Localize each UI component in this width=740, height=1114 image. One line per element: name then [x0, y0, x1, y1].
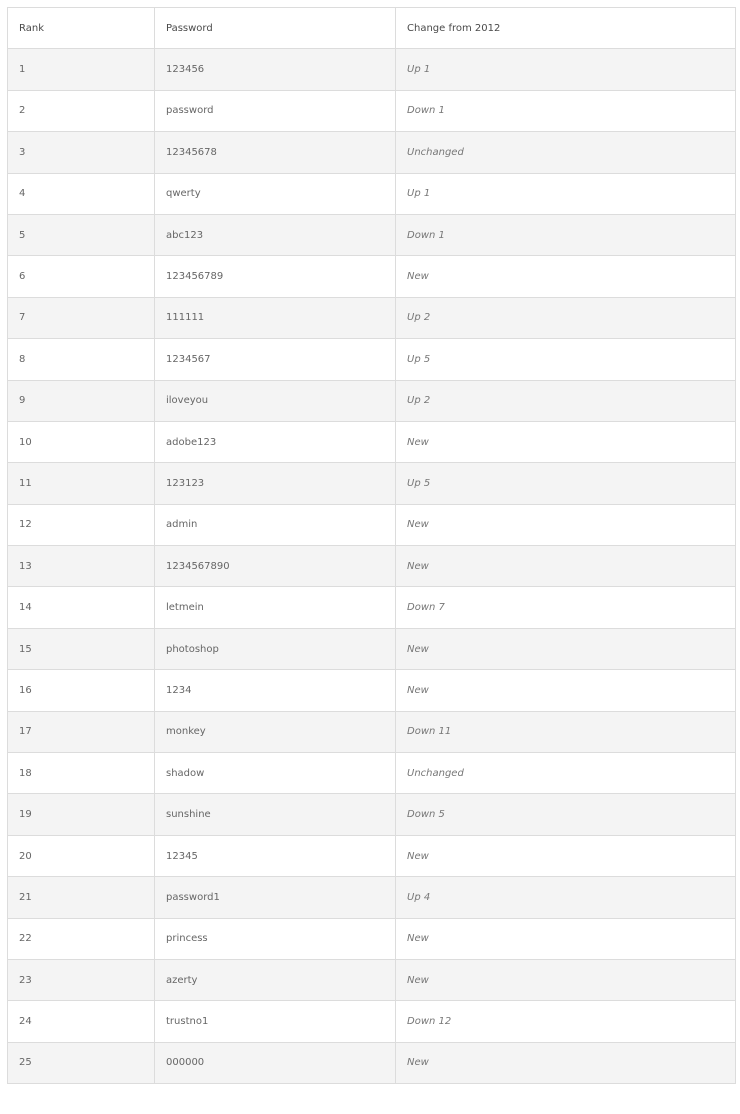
password-cell: password: [155, 90, 396, 131]
change-cell: Unchanged: [396, 132, 736, 173]
rank-cell: 17: [8, 711, 155, 752]
change-cell: Up 2: [396, 297, 736, 338]
password-cell: 111111: [155, 297, 396, 338]
password-cell: trustno1: [155, 1001, 396, 1042]
rank-cell: 22: [8, 918, 155, 959]
rank-cell: 14: [8, 587, 155, 628]
column-header-rank: Rank: [8, 8, 155, 49]
rank-cell: 23: [8, 959, 155, 1000]
password-cell: 1234567: [155, 339, 396, 380]
table-row: [8, 1042, 736, 1083]
change-cell: Unchanged: [396, 753, 736, 794]
table-row: [8, 546, 736, 587]
table-row: [8, 380, 736, 421]
header-row: [8, 8, 736, 49]
change-cell: New: [396, 918, 736, 959]
table-row: [8, 794, 736, 835]
table-row: [8, 132, 736, 173]
change-cell: Down 1: [396, 90, 736, 131]
change-cell: New: [396, 835, 736, 876]
table-row: [8, 463, 736, 504]
table-row: [8, 835, 736, 876]
password-cell: qwerty: [155, 173, 396, 214]
table-row: [8, 49, 736, 90]
password-cell: 1234567890: [155, 546, 396, 587]
change-cell: Down 1: [396, 214, 736, 255]
rank-cell: 5: [8, 214, 155, 255]
table-row: [8, 504, 736, 545]
change-cell: New: [396, 546, 736, 587]
password-cell: adobe123: [155, 421, 396, 462]
password-cell: abc123: [155, 214, 396, 255]
rank-cell: 9: [8, 380, 155, 421]
rank-cell: 8: [8, 339, 155, 380]
rank-cell: 7: [8, 297, 155, 338]
table-header: [8, 8, 736, 49]
table-row: [8, 711, 736, 752]
rank-cell: 24: [8, 1001, 155, 1042]
change-cell: Down 11: [396, 711, 736, 752]
table-row: [8, 297, 736, 338]
table-row: [8, 670, 736, 711]
rank-cell: 3: [8, 132, 155, 173]
password-cell: princess: [155, 918, 396, 959]
change-cell: New: [396, 421, 736, 462]
password-cell: photoshop: [155, 628, 396, 669]
table-row: [8, 753, 736, 794]
password-cell: azerty: [155, 959, 396, 1000]
rank-cell: 18: [8, 753, 155, 794]
change-cell: Up 1: [396, 49, 736, 90]
rank-cell: 19: [8, 794, 155, 835]
table-row: [8, 90, 736, 131]
password-cell: password1: [155, 877, 396, 918]
table-row: [8, 1001, 736, 1042]
rank-cell: 13: [8, 546, 155, 587]
table-body: [8, 49, 736, 1084]
change-cell: New: [396, 504, 736, 545]
rank-cell: 21: [8, 877, 155, 918]
table-row: [8, 421, 736, 462]
password-cell: 000000: [155, 1042, 396, 1083]
password-cell: 12345: [155, 835, 396, 876]
password-cell: monkey: [155, 711, 396, 752]
rank-cell: 25: [8, 1042, 155, 1083]
table-row: [8, 959, 736, 1000]
change-cell: Down 12: [396, 1001, 736, 1042]
change-cell: New: [396, 959, 736, 1000]
rank-cell: 16: [8, 670, 155, 711]
password-cell: shadow: [155, 753, 396, 794]
change-cell: Up 5: [396, 463, 736, 504]
table-row: [8, 587, 736, 628]
table-row: [8, 214, 736, 255]
change-cell: Up 4: [396, 877, 736, 918]
password-cell: letmein: [155, 587, 396, 628]
password-cell: sunshine: [155, 794, 396, 835]
table-row: [8, 918, 736, 959]
password-table-container: [7, 7, 735, 1084]
password-cell: iloveyou: [155, 380, 396, 421]
change-cell: New: [396, 256, 736, 297]
rank-cell: 4: [8, 173, 155, 214]
change-cell: New: [396, 628, 736, 669]
rank-cell: 2: [8, 90, 155, 131]
password-ranking-table: [7, 7, 736, 1084]
table-row: [8, 173, 736, 214]
password-cell: 12345678: [155, 132, 396, 173]
column-header-change: Change from 2012: [396, 8, 736, 49]
change-cell: Down 5: [396, 794, 736, 835]
password-cell: 123123: [155, 463, 396, 504]
change-cell: Up 2: [396, 380, 736, 421]
rank-cell: 10: [8, 421, 155, 462]
table-row: [8, 256, 736, 297]
rank-cell: 15: [8, 628, 155, 669]
rank-cell: 12: [8, 504, 155, 545]
rank-cell: 11: [8, 463, 155, 504]
rank-cell: 20: [8, 835, 155, 876]
change-cell: New: [396, 1042, 736, 1083]
password-cell: 1234: [155, 670, 396, 711]
column-header-password: Password: [155, 8, 396, 49]
change-cell: New: [396, 670, 736, 711]
password-cell: 123456789: [155, 256, 396, 297]
table-row: [8, 877, 736, 918]
rank-cell: 1: [8, 49, 155, 90]
change-cell: Up 1: [396, 173, 736, 214]
change-cell: Down 7: [396, 587, 736, 628]
password-cell: admin: [155, 504, 396, 545]
password-cell: 123456: [155, 49, 396, 90]
rank-cell: 6: [8, 256, 155, 297]
change-cell: Up 5: [396, 339, 736, 380]
table-row: [8, 628, 736, 669]
table-row: [8, 339, 736, 380]
